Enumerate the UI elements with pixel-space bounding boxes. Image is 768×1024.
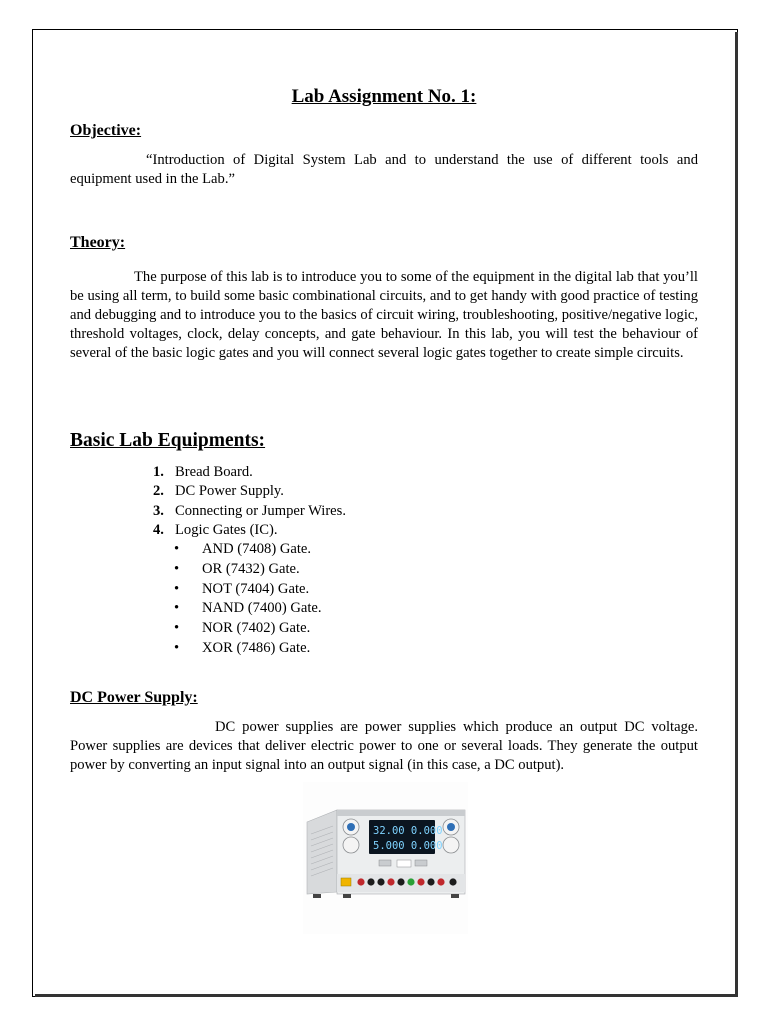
list-item: • NAND (7400) Gate. bbox=[174, 599, 322, 619]
list-item: 3. Connecting or Jumper Wires. bbox=[153, 502, 346, 519]
list-item: 4. Logic Gates (IC). bbox=[153, 522, 278, 539]
bullet-icon: • bbox=[174, 639, 180, 656]
bullet-icon: • bbox=[174, 600, 180, 617]
list-item: • NOT (7404) Gate. bbox=[174, 580, 322, 600]
bullet-icon: • bbox=[174, 580, 180, 597]
list-item: 1. Bread Board. bbox=[153, 464, 253, 480]
theory-heading: Theory: bbox=[70, 234, 126, 251]
equipment-heading: Basic Lab Equipments: bbox=[70, 430, 266, 451]
list-item: • AND (7408) Gate. bbox=[174, 540, 322, 560]
bullet-icon: • bbox=[174, 620, 180, 637]
equipment-list bbox=[153, 463, 346, 541]
dc-power-text: DC power supplies are power supplies which produce an output DC voltage. Power supplies are devices that deliver electric power to one or several loads. They generate the output power by converting an input signal into an output signal (in this case, a DC output). bbox=[70, 719, 698, 773]
display-top-readout: 32.00 0.000 bbox=[373, 825, 443, 837]
list-item: • XOR (7486) Gate. bbox=[174, 639, 322, 659]
theory-text: The purpose of this lab is to introduce you to some of the equipment in the digital lab that you’ll be using all term, to build some basic combinational circuits, and to get handy with good practice of testing and debugging and to introduce you to the basics of circuit wiring, troubleshooting, positive/negative logic, threshold voltages, clock, delay concepts, and gate behaviour. In this lab, you will test the behaviour of several of the basic logic gates and you will connect several logic gates together to create simple circuits. bbox=[70, 269, 698, 361]
objective-heading: Objective: bbox=[70, 122, 142, 139]
page-title: Lab Assignment No. 1: bbox=[291, 86, 477, 107]
dc-power-heading: DC Power Supply: bbox=[70, 689, 198, 706]
objective-text: “Introduction of Digital System Lab and to understand the use of different tools and equipment used in the Lab.” bbox=[70, 152, 698, 187]
bullet-icon: • bbox=[174, 541, 180, 557]
dc-power-supply-image bbox=[303, 782, 468, 934]
page-border-shadow-bottom bbox=[35, 994, 738, 997]
list-item: 2. DC Power Supply. bbox=[153, 483, 284, 500]
display-bottom-readout: 5.000 0.000 bbox=[373, 840, 443, 852]
list-item: • OR (7432) Gate. bbox=[174, 560, 322, 580]
list-item: • NOR (7402) Gate. bbox=[174, 619, 322, 639]
gate-list bbox=[174, 540, 322, 659]
page-border-shadow-right bbox=[735, 32, 738, 997]
bullet-icon: • bbox=[174, 560, 180, 577]
